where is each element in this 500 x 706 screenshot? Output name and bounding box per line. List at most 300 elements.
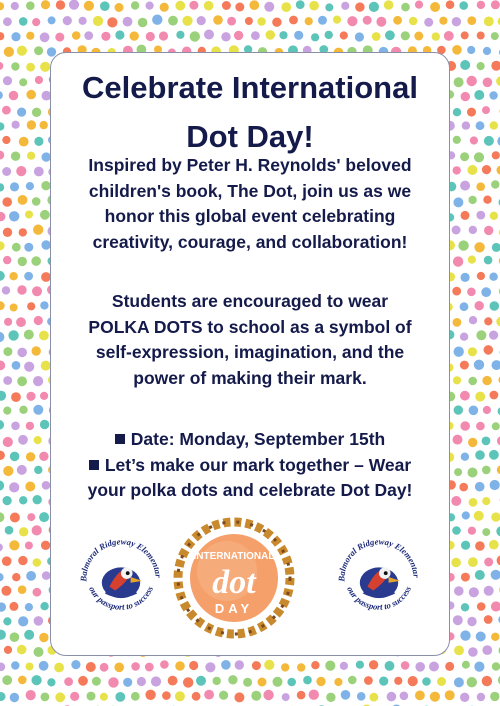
- background-dot: [484, 17, 494, 27]
- background-dot: [477, 693, 485, 701]
- background-dot: [492, 422, 500, 430]
- background-dot: [462, 511, 470, 519]
- background-dot: [115, 3, 124, 12]
- background-dot: [272, 18, 281, 27]
- background-dot: [430, 692, 440, 702]
- background-dot: [369, 2, 379, 12]
- background-dot: [4, 47, 14, 57]
- background-dot: [2, 197, 12, 207]
- background-dot: [243, 678, 252, 687]
- background-dot: [483, 47, 491, 55]
- background-dot: [461, 211, 470, 220]
- background-dot: [26, 571, 36, 581]
- background-dot: [11, 392, 21, 402]
- background-dot: [476, 121, 485, 130]
- intro-paragraph: [59, 153, 441, 255]
- background-dot: [459, 1, 468, 10]
- background-dot: [221, 660, 231, 670]
- background-dot: [3, 347, 12, 356]
- background-dot: [33, 495, 42, 504]
- background-dot: [492, 151, 500, 159]
- background-dot: [26, 90, 36, 100]
- intro-line: honor this global event celebrating: [104, 206, 396, 226]
- background-dot: [415, 1, 423, 9]
- background-dot: [168, 676, 178, 686]
- background-dot: [41, 541, 50, 550]
- background-dot: [19, 496, 27, 504]
- background-dot: [40, 602, 48, 610]
- background-dot: [409, 17, 418, 26]
- background-dot: [54, 663, 64, 673]
- background-dot: [258, 678, 267, 687]
- background-dot: [281, 663, 289, 671]
- background-dot: [2, 136, 10, 144]
- background-dot: [31, 675, 41, 685]
- school-logo-left: [73, 529, 169, 625]
- background-dot: [453, 166, 461, 174]
- background-dot: [363, 16, 372, 25]
- background-dot: [446, 0, 455, 9]
- background-dot: [468, 347, 477, 356]
- background-dot: [452, 226, 461, 235]
- background-dot: [26, 182, 34, 190]
- background-dot: [453, 318, 462, 327]
- background-dot: [222, 1, 231, 10]
- background-dot: [490, 692, 499, 701]
- background-dot: [34, 647, 44, 657]
- background-dot: [86, 662, 96, 672]
- background-dot: [467, 16, 476, 25]
- background-dot: [484, 345, 494, 355]
- background-dot: [100, 693, 108, 701]
- background-dot: [462, 661, 470, 669]
- background-dot: [462, 121, 470, 129]
- background-dot: [334, 678, 342, 686]
- background-dot: [356, 661, 364, 669]
- background-dot: [0, 91, 3, 99]
- background-dot: [454, 347, 464, 357]
- background-dot: [0, 630, 6, 640]
- background-dot: [40, 121, 48, 129]
- background-dot: [9, 602, 18, 611]
- background-dot: [4, 318, 12, 326]
- background-dot: [145, 690, 155, 700]
- background-dot: [451, 558, 461, 568]
- background-dot: [482, 376, 491, 385]
- background-dot: [10, 513, 20, 523]
- background-dot: [468, 377, 477, 386]
- background-dot: [18, 257, 27, 266]
- background-dot: [131, 1, 139, 9]
- background-dot: [213, 15, 223, 25]
- background-dot: [0, 332, 4, 342]
- background-dot: [309, 1, 319, 11]
- background-dot: [146, 2, 154, 10]
- background-dot: [303, 676, 312, 685]
- background-dot: [42, 481, 51, 490]
- background-dot: [489, 273, 497, 281]
- background-dot: [279, 31, 287, 39]
- background-dot: [482, 106, 490, 114]
- background-dot: [48, 16, 56, 24]
- background-dot: [71, 660, 80, 669]
- background-dot: [0, 692, 6, 701]
- background-dot: [474, 360, 484, 370]
- background-dot: [40, 301, 48, 309]
- background-dot: [0, 361, 5, 371]
- background-dot: [326, 693, 335, 702]
- background-dot: [266, 30, 276, 40]
- background-dot: [468, 196, 476, 204]
- background-dot: [369, 660, 378, 669]
- background-dot: [297, 691, 306, 700]
- background-dot: [11, 32, 20, 41]
- background-dot: [227, 17, 236, 26]
- background-dot: [0, 62, 3, 70]
- background-dot: [18, 435, 28, 445]
- background-dot: [348, 676, 357, 685]
- background-dot: [189, 661, 198, 670]
- background-dot: [8, 330, 18, 340]
- background-dot: [145, 663, 154, 672]
- background-dot: [445, 662, 454, 671]
- background-dot: [333, 16, 341, 24]
- background-dot: [160, 660, 169, 669]
- background-dot: [27, 302, 35, 310]
- background-dot: [474, 152, 484, 162]
- background-dot: [474, 511, 484, 521]
- background-dot: [39, 452, 48, 461]
- school-motto-text: our passport to success: [345, 584, 414, 612]
- background-dot: [364, 676, 373, 685]
- background-dot: [460, 391, 470, 401]
- background-dot: [484, 586, 494, 596]
- background-dot: [454, 646, 464, 656]
- background-dot: [453, 376, 461, 384]
- background-dot: [114, 663, 124, 673]
- background-dot: [483, 406, 491, 414]
- background-dot: [461, 603, 469, 611]
- background-dot: [55, 692, 65, 702]
- background-dot: [18, 585, 27, 594]
- background-dot: [3, 228, 12, 237]
- background-dot: [5, 526, 14, 535]
- background-dot: [384, 0, 394, 10]
- background-dot: [287, 678, 296, 687]
- background-dot: [19, 228, 27, 236]
- background-dot: [370, 693, 379, 702]
- background-dot: [439, 17, 447, 25]
- background-dot: [40, 62, 50, 72]
- background-dot: [204, 690, 214, 700]
- background-dot: [475, 450, 485, 460]
- background-dot: [176, 31, 184, 39]
- background-dot: [484, 558, 493, 567]
- dot-day-logo: [169, 513, 299, 643]
- background-dot: [197, 16, 206, 25]
- background-dot: [18, 616, 28, 626]
- background-dot: [453, 108, 461, 116]
- background-dot: [11, 422, 20, 431]
- background-dot: [204, 1, 214, 11]
- background-dot: [26, 452, 35, 461]
- background-dot: [64, 677, 73, 686]
- background-dot: [34, 436, 42, 444]
- background-dot: [489, 450, 499, 460]
- background-dot: [27, 152, 35, 160]
- background-dot: [27, 120, 36, 129]
- background-dot: [2, 675, 12, 685]
- background-dot: [476, 422, 485, 431]
- background-dot: [476, 632, 486, 642]
- background-dot: [16, 166, 26, 176]
- mascot-bird-icon: [360, 567, 400, 598]
- background-dot: [12, 573, 20, 581]
- background-dot: [205, 662, 215, 672]
- background-dot: [251, 31, 260, 40]
- background-dot: [115, 692, 125, 702]
- background-dot: [24, 243, 33, 252]
- background-dot: [257, 17, 266, 26]
- background-dot: [461, 541, 470, 550]
- background-dot: [32, 286, 42, 296]
- background-dot: [387, 692, 397, 702]
- background-dot: [41, 693, 50, 702]
- background-dot: [0, 151, 4, 160]
- background-dot: [87, 692, 96, 701]
- background-dot: [2, 556, 12, 566]
- background-dot: [490, 121, 498, 129]
- background-dot: [474, 662, 484, 672]
- background-dot: [33, 588, 42, 597]
- background-dot: [146, 32, 155, 41]
- background-dot: [17, 348, 27, 358]
- background-dot: [12, 121, 20, 129]
- background-dot: [92, 677, 101, 686]
- background-dot: [79, 17, 87, 25]
- background-dot: [190, 31, 200, 41]
- background-dot: [424, 18, 433, 27]
- background-dot: [489, 91, 497, 99]
- background-dot: [401, 661, 410, 670]
- background-dot: [476, 330, 486, 340]
- background-dot: [497, 166, 500, 175]
- background-dot: [484, 256, 493, 265]
- background-dot: [316, 677, 325, 686]
- background-dot: [40, 210, 50, 220]
- background-dot: [252, 661, 261, 670]
- background-dot: [18, 676, 27, 685]
- background-dot: [78, 676, 88, 686]
- background-dot: [325, 31, 333, 39]
- background-dot: [461, 31, 469, 39]
- background-dot: [24, 272, 33, 281]
- background-dot: [39, 661, 49, 671]
- background-dot: [34, 46, 43, 55]
- background-dot: [484, 136, 494, 146]
- background-dot: [235, 3, 244, 12]
- background-dot: [25, 482, 35, 492]
- background-dot: [394, 677, 402, 685]
- students-line: self-expression, imagination, and the: [95, 342, 405, 362]
- background-dot: [40, 392, 48, 400]
- background-dot: [26, 63, 35, 72]
- background-dot: [460, 361, 469, 370]
- background-dot: [482, 165, 491, 174]
- background-dot: [251, 691, 261, 701]
- background-dot: [101, 32, 110, 41]
- background-dot: [469, 316, 477, 324]
- background-dot: [484, 615, 493, 624]
- background-dot: [4, 646, 12, 654]
- background-dot: [454, 586, 464, 596]
- background-dot: [385, 661, 395, 671]
- background-dot: [9, 482, 19, 492]
- background-dot: [0, 212, 5, 221]
- background-dot: [297, 663, 305, 671]
- background-dot: [24, 330, 34, 340]
- background-dot: [3, 407, 11, 415]
- background-dot: [39, 331, 49, 341]
- background-dot: [432, 32, 440, 40]
- dotday-international-text: INTERNATIONAL: [193, 551, 275, 562]
- background-dot: [123, 678, 132, 687]
- background-dot: [3, 376, 12, 385]
- background-dot: [437, 677, 446, 686]
- background-dot: [159, 31, 168, 40]
- background-dot: [454, 468, 462, 476]
- background-dot: [451, 496, 461, 506]
- background-dot: [453, 136, 461, 144]
- background-dot: [40, 32, 50, 42]
- background-dot: [175, 661, 185, 671]
- students-line: Students are encouraged to wear: [111, 291, 389, 311]
- background-dot: [19, 137, 29, 147]
- background-dot: [34, 316, 43, 325]
- background-dot: [0, 391, 6, 401]
- background-dot: [17, 645, 27, 655]
- background-dot: [0, 420, 4, 429]
- background-dot: [468, 647, 478, 657]
- background-dot: [56, 0, 65, 9]
- background-dot: [452, 526, 461, 535]
- background-dot: [385, 30, 395, 40]
- background-dot: [39, 633, 48, 642]
- flyer-title: [51, 63, 449, 161]
- background-dot: [34, 137, 43, 146]
- background-dot: [32, 346, 41, 355]
- background-dot: [460, 630, 470, 640]
- background-dot: [19, 527, 28, 536]
- background-dot: [219, 691, 228, 700]
- background-dot: [19, 17, 28, 26]
- background-dot: [467, 677, 477, 687]
- background-dot: [492, 662, 500, 670]
- background-dot: [234, 31, 243, 40]
- background-dot: [39, 512, 49, 522]
- background-dot: [10, 304, 18, 312]
- background-dot: [9, 91, 19, 101]
- background-dot: [26, 32, 34, 40]
- background-dot: [12, 361, 21, 370]
- background-dot: [482, 676, 492, 686]
- background-dot: [264, 2, 274, 12]
- background-dot: [16, 317, 26, 327]
- background-dot: [17, 465, 27, 475]
- background-dot: [491, 601, 500, 611]
- background-dot: [70, 692, 79, 701]
- background-dot: [25, 603, 33, 611]
- background-dot: [245, 17, 253, 25]
- background-dot: [196, 676, 206, 686]
- background-dot: [482, 497, 490, 505]
- bullet-date-text: Date: Monday, September 15th: [130, 429, 386, 449]
- school-logo-right: [331, 529, 427, 625]
- background-dot: [489, 540, 499, 550]
- background-dot: [204, 30, 214, 40]
- background-dot: [470, 136, 478, 144]
- background-dot: [11, 152, 20, 161]
- background-dot: [477, 602, 486, 611]
- background-dot: [347, 16, 357, 26]
- background-dot: [454, 77, 464, 87]
- background-dot: [0, 183, 4, 191]
- background-dot: [483, 196, 491, 204]
- background-dot: [0, 32, 4, 40]
- background-dot: [340, 31, 348, 39]
- background-dot: [341, 690, 351, 700]
- background-dot: [183, 677, 193, 687]
- background-dot: [496, 317, 500, 327]
- background-dot: [84, 31, 93, 40]
- background-dot: [249, 0, 259, 10]
- background-dot: [263, 690, 273, 700]
- background-dot: [460, 152, 469, 161]
- background-dot: [481, 287, 491, 297]
- background-dot: [138, 18, 148, 28]
- background-dot: [476, 182, 485, 191]
- background-dot: [484, 317, 492, 325]
- background-dot: [318, 16, 327, 25]
- background-dot: [468, 256, 476, 264]
- background-dot: [491, 633, 499, 641]
- background-dot: [12, 243, 21, 252]
- background-dot: [1, 586, 11, 596]
- background-dot: [19, 78, 27, 86]
- background-dot: [115, 30, 124, 39]
- background-dot: [31, 256, 41, 266]
- background-dot: [33, 225, 43, 235]
- background-dot: [477, 1, 485, 9]
- background-dot: [131, 692, 140, 701]
- background-dot: [325, 3, 333, 11]
- background-dot: [355, 32, 364, 41]
- school-motto-text: our passport to success: [87, 584, 156, 612]
- background-dot: [497, 555, 500, 565]
- background-dot: [26, 1, 35, 10]
- background-dot: [452, 17, 461, 26]
- background-dot: [107, 17, 117, 27]
- bullet-mark-text-2: your polka dots and celebrate Dot Day!: [87, 480, 413, 500]
- background-dot: [32, 525, 42, 535]
- background-dot: [294, 31, 303, 40]
- students-paragraph: [59, 289, 441, 391]
- background-dot: [490, 212, 498, 220]
- background-dot: [264, 660, 274, 670]
- background-dot: [444, 31, 454, 41]
- background-dot: [41, 0, 50, 9]
- background-dot: [452, 287, 461, 296]
